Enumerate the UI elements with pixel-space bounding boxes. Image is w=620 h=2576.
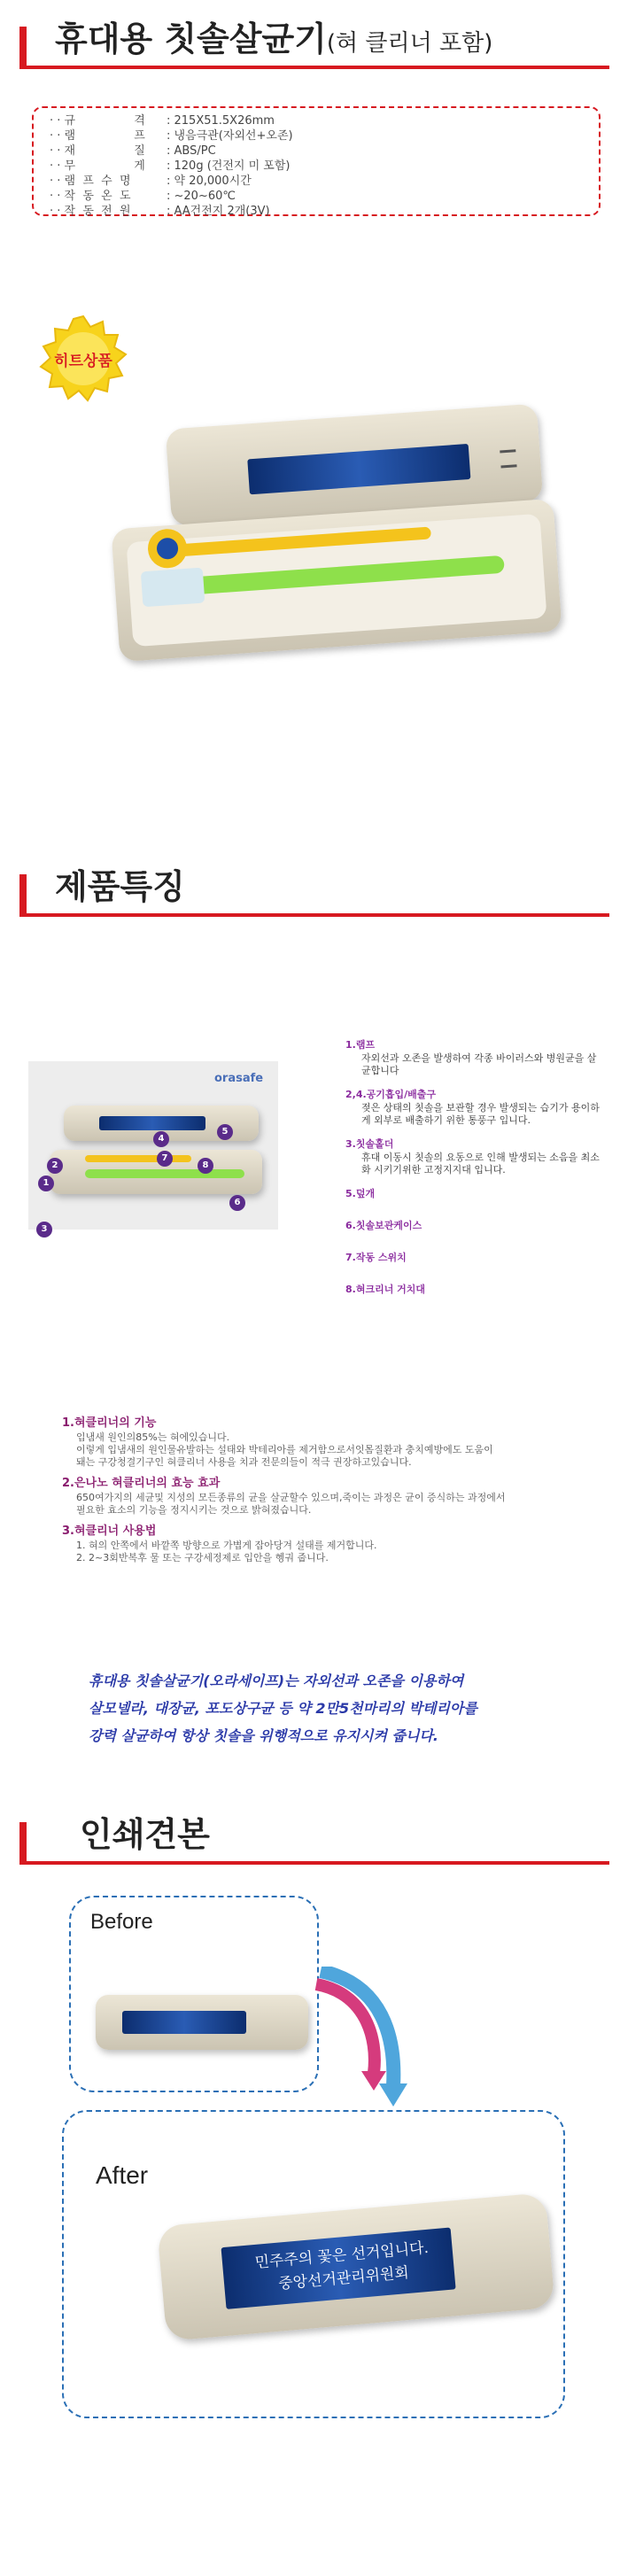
cleaner-line: 2. 2~3회반복후 물 또는 구강세정제로 입안을 헹궈 줍니다. xyxy=(76,1552,329,1563)
spec-row xyxy=(50,144,599,159)
after-label: After xyxy=(96,2161,149,2189)
feature-item-desc xyxy=(361,1297,602,1304)
product-header xyxy=(0,7,620,87)
cleaner-line: 650여가지의 세균및 지성의 모든종류의 균을 살균할수 있으며,죽이는 과정은 균이 증식하는 과정에서 xyxy=(76,1492,506,1503)
vent-icon xyxy=(500,449,516,468)
cleaner-section-title: 2.은나노 혀클리너의 효능 효과 xyxy=(62,1477,221,1490)
cleaner-line: 돼는 구강청결기구인 혀클리너 사용을 치과 전문의들이 적극 권장하고있습니다. xyxy=(76,1456,412,1468)
print-title: 인쇄견본 xyxy=(80,1815,210,1854)
feature-marker: 1 xyxy=(38,1175,54,1191)
feature-item-desc: 젖은 상태의 칫솔을 보관할 경우 발생되는 습기가 용이하게 외부로 배출하기 위한 통풍구 입니다. xyxy=(361,1102,600,1126)
feature-item-title: 2,4.공기흡입/배출구 xyxy=(345,1089,437,1100)
spec-row xyxy=(50,159,599,174)
blurb-line: 강력 살균하여 항상 칫솔을 위행적으로 유지시켜 줍니다. xyxy=(89,1727,438,1744)
feature-item-title: 1.램프 xyxy=(345,1039,376,1051)
badge-text: 히트상품 xyxy=(54,353,112,370)
before-label: Before xyxy=(90,1910,153,1934)
spec-row xyxy=(50,174,599,189)
feature-item-desc xyxy=(361,1201,602,1208)
spec-label: · · 재 질 xyxy=(50,144,145,158)
print-line-1: 민주주의 꽃은 선거입니다. xyxy=(253,2238,430,2272)
spec-label: · · 작 동 온 도 xyxy=(50,190,131,203)
spec-label: · · 작 동 전 원 xyxy=(50,205,131,218)
spec-row xyxy=(50,128,599,144)
spec-row xyxy=(50,113,599,128)
cleaner-section-title: 1.혀클리너의 기능 xyxy=(62,1416,157,1430)
feature-item-title: 8.혀크리너 거치대 xyxy=(345,1284,426,1295)
spec-label: · · 규 격 xyxy=(50,114,145,128)
spec-label: · · 램 프 수 명 xyxy=(50,175,131,188)
brand-logo: orasafe xyxy=(214,1072,264,1085)
feature-marker: 6 xyxy=(229,1195,245,1211)
spec-row xyxy=(50,189,599,204)
product-blurb xyxy=(89,1667,585,1750)
spec-box xyxy=(32,106,601,216)
brush-head xyxy=(141,568,205,608)
cleaner-line: 필요한 효소의 기능을 정지시키는 것으로 밝혀졌습니다. xyxy=(76,1504,312,1516)
spec-row xyxy=(50,204,599,219)
blurb-line: 휴대용 칫솔살균기(오라세이프)는 자외선과 오존을 이용하여 xyxy=(89,1672,464,1689)
after-panel xyxy=(62,2110,565,2418)
cleaner-line: 1. 혀의 안쪽에서 바깥쪽 방향으로 가볍게 잡아당겨 설태를 제거합니다. xyxy=(76,1540,377,1551)
spec-value: : ~20~60℃ xyxy=(167,190,236,203)
spec-value: : ABS/PC xyxy=(167,144,216,158)
header-accent-bar xyxy=(19,27,27,69)
spec-value: : 120g (건전지 미 포함) xyxy=(167,159,291,173)
feature-diagram xyxy=(28,1061,278,1234)
cleaner-line: 입냄새 원인의85%는 혀에있습니다. xyxy=(76,1432,230,1443)
cleaner-line: 이렇게 입냄새의 원인물유발하는 설태와 박테리아를 제거함으로서잇몸질환과 충치예방에도 도움이 xyxy=(76,1444,493,1455)
cleaner-section-title: 3.혀클리너 사용법 xyxy=(62,1525,157,1538)
feature-item-title: 3.칫솔홀더 xyxy=(345,1138,394,1150)
spec-label: · · 무 게 xyxy=(50,159,145,173)
blurb-line: 살모넬라, 대장균, 포도상구균 등 약 2만5천마리의 박테리아를 xyxy=(89,1700,477,1717)
arrow-icon xyxy=(312,1967,409,2108)
feature-marker: 4 xyxy=(153,1131,169,1147)
spec-value: : AA건전지 2개(3V) xyxy=(167,205,270,218)
feature-marker: 3 xyxy=(36,1222,52,1238)
feature-item-desc: 휴대 이동시 칫솔의 요동으로 인해 발생되는 소음을 최소화 시키기위한 고정지지대 입니다. xyxy=(361,1152,600,1175)
feature-marker: 2 xyxy=(47,1158,63,1174)
feature-item-desc: 자외선과 오존을 발생하여 각종 바이러스와 병원균을 살균합니다 xyxy=(361,1052,597,1076)
feature-marker: 5 xyxy=(217,1124,233,1140)
product-photo xyxy=(115,416,585,664)
spec-value: : 약 20,000시간 xyxy=(167,175,252,188)
hit-product-badge xyxy=(39,314,128,403)
spec-value: : 냉음극관(자외선+오존) xyxy=(167,129,293,143)
features-header xyxy=(0,855,620,935)
feature-marker: 7 xyxy=(157,1151,173,1167)
page-title: 휴대용 칫솔살균기(혀 클리너 포함) xyxy=(55,19,493,58)
features-title: 제품특징 xyxy=(55,867,185,906)
before-panel xyxy=(69,1896,319,2092)
uv-window xyxy=(247,444,470,494)
feature-item-desc xyxy=(361,1233,602,1240)
print-header xyxy=(0,1803,620,1882)
feature-item-title: 7.작동 스위치 xyxy=(345,1252,407,1263)
cleaner-info xyxy=(62,1416,602,1571)
print-line-2: 중앙선거관리위원회 xyxy=(277,2263,410,2293)
spec-value: : 215X51.5X26mm xyxy=(167,114,275,128)
feature-marker: 8 xyxy=(198,1158,213,1174)
feature-item-title: 6.칫솔보관케이스 xyxy=(345,1220,422,1231)
feature-item-title: 5.덮개 xyxy=(345,1188,376,1199)
feature-item-desc xyxy=(361,1265,602,1272)
feature-list xyxy=(345,1038,602,1315)
spec-label: · · 램 프 xyxy=(50,129,145,143)
